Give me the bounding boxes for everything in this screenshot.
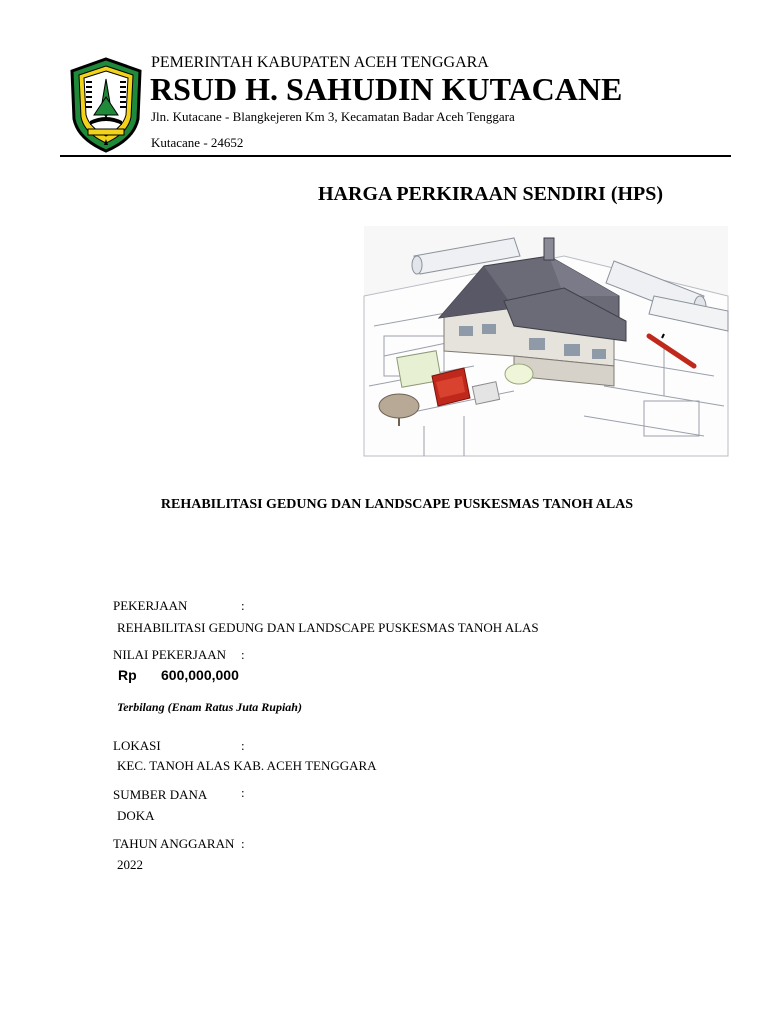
pekerjaan-label: PEKERJAAN (113, 598, 188, 613)
sumber-dana-value: DOKA (117, 808, 155, 823)
tahun-anggaran-value: 2022 (117, 857, 143, 872)
tahun-anggaran-label: TAHUN ANGGARAN (113, 836, 235, 851)
lokasi-label: LOKASI (113, 738, 161, 753)
tahun-anggaran-colon: : (241, 836, 245, 851)
pekerjaan-value: REHABILITASI GEDUNG DAN LANDSCAPE PUSKESMAS TANOH ALAS (117, 620, 539, 635)
nilai-pekerjaan-label: NILAI PEKERJAAN (113, 647, 227, 662)
lokasi-value: KEC. TANOH ALAS KAB. ACEH TENGGARA (117, 758, 377, 773)
sumber-dana-colon: : (241, 785, 245, 800)
sumber-dana-label: SUMBER DANA (113, 787, 208, 802)
currency-label: Rp (118, 667, 137, 683)
house-on-blueprints-icon (364, 226, 728, 456)
nilai-pekerjaan-colon: : (241, 647, 245, 662)
project-heading: REHABILITASI GEDUNG DAN LANDSCAPE PUSKESMAS TANOH ALAS (160, 497, 634, 512)
cover-title: HARGA PERKIRAAN SENDIRI (HPS) (318, 183, 664, 205)
amount-in-words: Terbilang (Enam Ratus Juta Rupiah) (117, 700, 302, 714)
hospital-name: RSUD H. SAHUDIN KUTACANE (150, 71, 623, 107)
lokasi-colon: : (241, 738, 245, 753)
hospital-address: Jln. Kutacane - Blangkejeren Km 3, Kecamatan Badar Aceh Tenggara (151, 109, 515, 124)
cover-title-frame (318, 183, 718, 213)
hospital-city: Kutacane - 24652 (151, 135, 244, 150)
government-name: PEMERINTAH KABUPATEN ACEH TENGGARA (151, 54, 489, 71)
regency-logo (68, 57, 144, 153)
letterhead-divider (60, 155, 731, 157)
nilai-pekerjaan-amount: 600,000,000 (161, 667, 239, 683)
pekerjaan-colon: : (241, 598, 245, 613)
